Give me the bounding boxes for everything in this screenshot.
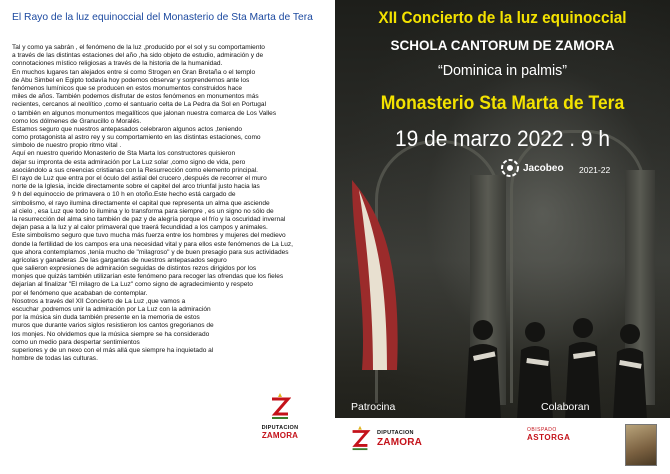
collaborators-label: Colaboran [541,401,590,413]
body-line: dejarían al finalizar "El milagro de La Luz" como signo de agradecimiento y respeto [12,281,253,289]
body-line: monjes que quizás también utilizarían este fenómeno para recoger las ofrendas que los fieles [12,273,284,281]
logo-line1: DIPUTACION [261,425,299,431]
body-line: miles de años. También podemos disfrutar de estos fenómenos en monumentos más [12,93,259,101]
sponsor1-line2: ZAMORA [377,437,423,448]
sponsor1-line1: DIPUTACION [377,430,414,436]
sponsor-label: Patrocina [351,401,396,413]
body-line: donde la fertilidad de los campos era una necesidad vital y para ellos este fenómenos de La Luz, [12,240,293,248]
body-line: Nosotros a través del XII Concierto de La Luz ,que vamos a [12,297,186,305]
body-line: 9 h del equinoccio de primavera o 10 h en otoño.Este hecho está cargado de [12,191,236,199]
body-line: por el fenómeno que acababan de contemplar. [12,289,148,297]
body-line: a través de las distintas estaciones del año ,ha sido objeto de estudio, admiración y de [12,52,264,60]
jacobeo-year: 2021-22 [579,165,611,175]
body-line: que salieron expresiones de admiración seguidas de distintos rezos dirigidos por los [12,265,257,273]
logo-line2: ZAMORA [261,431,299,440]
concert-title: XII Concierto de la luz equinoccial [378,9,627,27]
diputacion-logo [255,392,305,462]
body-line: la resurrección del alma sino también de paz y de alegría porque el frío y la oscuridad invernal [12,215,286,223]
body-line: o también en algunos monumentos megalíticos que jalonan nuestra comarca de Los Valles [12,109,277,117]
body-line: muros que durante varios siglos resistieron los cantos gregorianos de [12,322,214,330]
poster-panel [335,0,670,474]
body-line: En muchos lugares tan alejados entre si como Strogen en Gran Bretaña o el templo [12,68,256,76]
body-line: dejan pasa a la luz y al calor primaveral que traerá fecundidad a los campos y animales. [12,224,268,232]
body-line: símbolo de nuestro propio ritmo vital . [12,142,122,150]
flag-shape [347,180,407,370]
body-line: agrícolas y ganaderas .De las gargantas de nuestros antepasados seguro [12,256,227,264]
body-line: al cielo , esa Luz que todo lo ilumina y lo transforma para siempre , es un signo no sólo de [12,207,274,215]
body-line: hombre de todas las culturas. [12,355,98,363]
body-line: Tal y como ya sabrán , el fenómeno de la luz ,producido por el sol y su comportamiento [12,44,265,51]
panel-title: El Rayo de la luz equinoccial del Monasterio de Sta Marta de Tera [12,12,313,23]
choir-name: SCHOLA CANTORUM DE ZAMORA [390,38,615,54]
body-line: como un medio para despertar sentimientos [12,338,140,346]
jacobeo-icon [500,158,520,178]
venue-title: Monasterio Sta Marta de Tera [380,92,625,114]
sponsor2-line1: OBISPADO [527,427,557,433]
body-line: como protagonista al astro rey y su comportamiento en las distintas estaciones, como [12,134,261,142]
body-line: El rayo de Luz que entra por el óculo del astial del crucero ,después de recorrer el muro [12,175,267,182]
body-line: simbolismo, el rayo ilumina directamente el capital que representa un alma que asciende [12,199,270,207]
body-line: Estamos seguro que nuestros antepasados celebraron algunos actos ,teniendo [12,125,243,133]
body-line: connotaciones místico religiosas a través de la historia de la humanidad. [12,60,223,68]
body-line: asociándolo a sus creencias cristianas con la Resurrección como elemento principal. [12,166,258,174]
body-line: dejar su impronta de esta admiración por La Luz solar ,como signo de vida, pero [12,158,246,166]
diputacion-sponsor-logo [349,424,422,452]
body-line: escuchar ,podremos unir la admiración por La Luz con la admiración [12,306,211,313]
jacobeo-label: Jacobeo [523,163,564,174]
body-line: recientes, cercanos al neolítico ,como el santuario celta de La Pedra da Sol en Portugal [12,101,267,109]
diputacion-emblem-icon [349,425,371,451]
body-line: superiores y de un nexo con el más allá que siempre ha inquietado al [12,346,214,354]
event-date: 19 de marzo 2022 . 9 h [395,126,610,151]
body-line: Este simbolismo seguro que tuvo mucha más fuerza entre los hombres y mujeres del medievo [12,232,286,240]
body-line: Aquí en nuestro querido Monasterio de Sta Marta los constructores quisieron [12,150,236,158]
obispado-logo [527,427,570,442]
body-line: como los dólmenes de Granucillo o Moralés. [12,117,142,125]
body-line: fenómenos lumínicos que se producen en estos monumentos construidos hace [12,84,243,92]
body-line: por la música sin duda también presente en la memoria de estos [12,314,200,322]
body-line: los monjes. No olvidemos que la música siempre se ha considerado [12,330,210,338]
body-line: norte de la Iglesia, incide directamente sobre el capitel del arco triunfal justo hacia las [12,183,260,191]
body-line: de Abu Simbel en Egipto todavía hoy podemos observar y sorprendernos ante los [12,76,250,84]
body-text [12,44,330,363]
program-title: “Dominica in palmis” [437,62,568,79]
diputacion-emblem-icon [269,392,291,420]
body-line: que ahora contemplamos ,tenía mucho de "milagroso" y de buen presagio para sus actividades [12,248,289,256]
sponsor2-line2: ASTORGA [527,433,571,442]
icon-thumbnail [625,424,657,466]
